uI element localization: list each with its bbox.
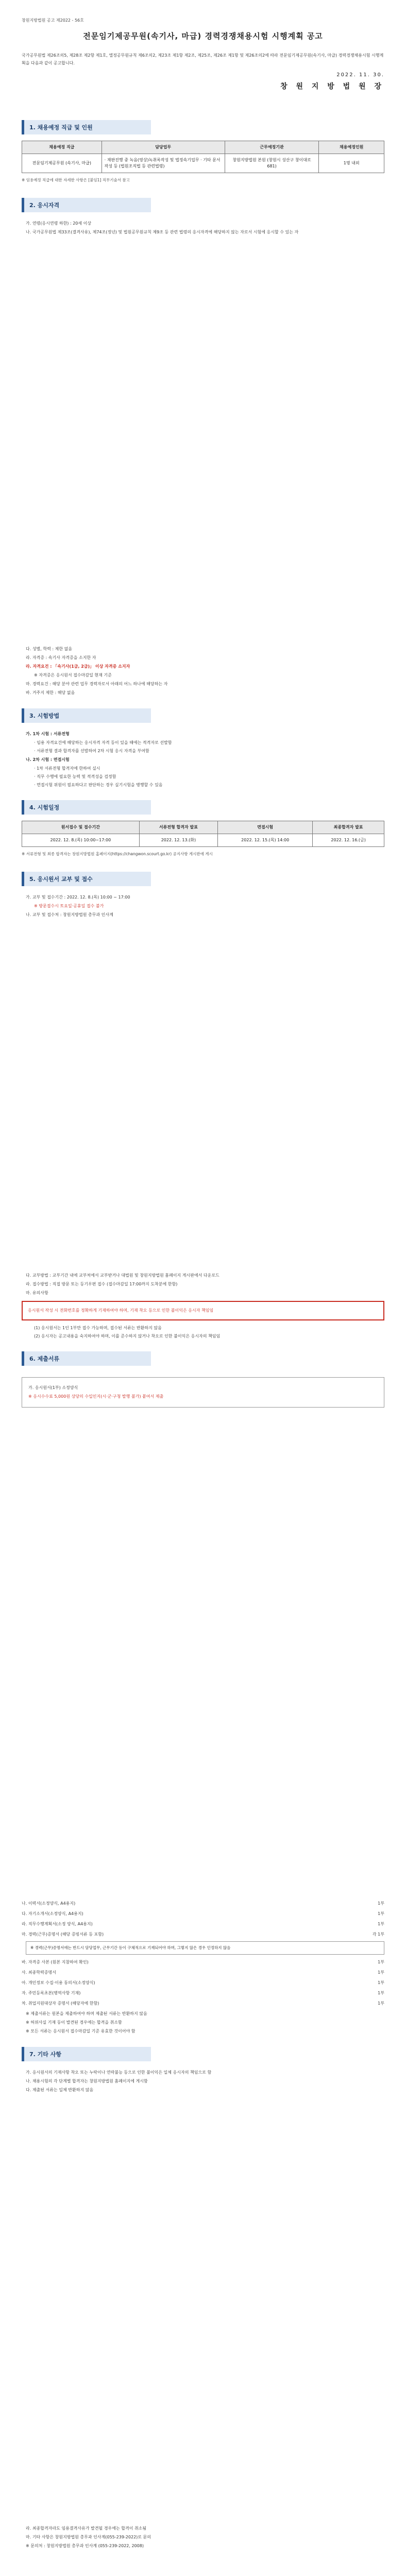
docs-tail: ※ 모든 서류는 응시원서 접수마감일 기준 유효한 것이어야 함 xyxy=(26,2029,136,2033)
page-gap xyxy=(0,1180,406,1260)
docs-list xyxy=(22,1900,384,2007)
section-heading-etc: 7. 기타 사항 xyxy=(22,2047,151,2061)
issuing-org: 창 원 지 방 법 원 장 xyxy=(280,82,384,91)
section-heading-docs: 6. 제출서류 xyxy=(22,1351,151,1366)
doc-count: 각 1부 xyxy=(372,1932,384,1937)
intro-text: 국가공무원법 제26조의5, 제28조 제2항 제1호, 엘정공무원규칙 제6조의2, 제23조 제1항 제2조, 제25조, 제26조 제1항 및 제26조의2에 따라 전문임기제공무원(속기사, 마급) 경력경쟁채용시험 시행계획을 다음과 같이 공고합니다. xyxy=(22,53,384,65)
apply-sub: (1) 응시원서는 1인 1부만 접수 가능하며, 접수된 서류는 반환하지 않음 xyxy=(34,1326,162,1330)
doc-count: 1부 xyxy=(378,1980,384,1985)
recruit-col-count: 채용예정인원 xyxy=(319,141,384,154)
section-heading-recruit: 1. 채용예정 직급 및 인원 xyxy=(22,120,151,134)
apply-red-note: ※ 방문접수시 토요일·공휴일 접수 불가 xyxy=(34,904,104,908)
doc-label: 다. 자기소개서(소정양식, A4용지) xyxy=(22,1911,83,1916)
sheet-3 xyxy=(6,1260,400,1806)
doc-row xyxy=(22,1900,384,1907)
qualify-item: 마. 경력요건 : 해당 분야 관련 업무 경력자로서 아래의 어느 하나에 해당하는 자 xyxy=(26,682,168,686)
doc-row xyxy=(22,1931,384,1938)
doc-label: 사. 최종학력증명서 xyxy=(22,1970,56,1975)
method-line: · 1차 서류전형 합격자에 한하여 실시 xyxy=(34,766,100,771)
docs-header-red: ※ 응시수수료 5,000원 상당의 수입인지(시·군·구청 발행 불가) 붙여서 제출 xyxy=(28,1394,164,1399)
schedule-link-note[interactable] xyxy=(22,851,384,857)
doc-count: 1부 xyxy=(378,1922,384,1926)
apply-item: 다. 교부방법 : 교부기간 내에 교부처에서 교부받거나 대법원 및 창원지방법원 홈페이지 게시판에서 다운로드 xyxy=(26,1273,219,1278)
apply-warning-text: 응시원서 작성 시 전화번호를 정확하게 기재하여야 하며, 기재 착오 등으로 인한 불이익은 응시자 책임임 xyxy=(28,1308,214,1313)
apply-warning-box xyxy=(22,1301,384,1320)
schedule-col: 최종합격자 발표 xyxy=(313,821,384,834)
docs-tail: ※ 허위사실 기재 등이 발견된 경우에는 합격을 취소함 xyxy=(26,2020,122,2025)
doc-count: 1부 xyxy=(378,2001,384,2006)
page-title: 전문임기제공무원(속기사, 마급) 경력경쟁채용시험 시행계획 공고 xyxy=(83,31,323,41)
method-line: · 면접시험 위원이 필요하다고 판단하는 경우 실기시험을 병행할 수 있음 xyxy=(34,783,163,787)
doc-count: 1부 xyxy=(378,1991,384,1995)
doc-row xyxy=(22,1959,384,1966)
doc-row xyxy=(22,1969,384,1976)
doc-label: 마. 경력(근무)증명서 (해당 증빙서류 등 포함) xyxy=(22,1932,104,1937)
section-heading-apply: 5. 응시원서 교부 및 접수 xyxy=(22,872,151,886)
doc-row xyxy=(22,2000,384,2007)
apply-item: 라. 접수방법 : 직접 방문 또는 등기우편 접수 (접수마감일 17:00까지 도착분에 한함) xyxy=(26,1282,178,1286)
schedule-col: 서류전형 합격자 발표 xyxy=(139,821,217,834)
etc-item: 가. 응시원서의 기재사항 착오 또는 누락이나 연락불능 등으로 인한 불이익은 일체 응시자의 책임으로 함 xyxy=(26,2070,212,2075)
schedule-link-text[interactable]: ※ 서류전형 및 최종 합격자는 창원지방법원 홈페이지(https://changwon.scourt.go.kr) 공지사항 게시판에 게시 xyxy=(22,852,213,856)
recruit-col-rank: 채용예정 직급 xyxy=(22,141,102,154)
etc-item: 다. 제출된 서류는 일체 반환하지 않음 xyxy=(26,2088,94,2092)
qualify-item: 바. 거주지 제한 : 해당 없음 xyxy=(26,690,75,695)
doc-label: 아. 개인정보 수집·이용 동의서(소정양식) xyxy=(22,1980,95,1985)
sheet-2 xyxy=(6,634,400,1180)
qualify-item: 가. 연령(응시연령 하한) : 20세 이상 xyxy=(26,221,92,226)
doc-label: 자. 주민등록초본(병역사항 기재) xyxy=(22,1991,81,1995)
doc-label: 차. 취업지원대상자 증명서 (해당자에 한함) xyxy=(22,2001,99,2006)
recruit-rank: 전문임기제공무원 (속기사, 마급) xyxy=(22,154,102,173)
schedule-value: 2022. 12. 15.(목) 14:00 xyxy=(218,834,313,847)
apply-item: 마. 유의사항 xyxy=(26,1291,48,1295)
schedule-value: 2022. 12. 13.(화) xyxy=(139,834,217,847)
page-gap xyxy=(0,553,406,634)
announcement-number: 창원지방법원 공고 제2022 - 56호 xyxy=(22,18,84,23)
qualify-item: 다. 성별, 학력 : 제한 없음 xyxy=(26,647,73,651)
doc-row xyxy=(22,1990,384,1997)
apply-item: 나. 교부 및 접수처 : 창원지방법원 총무과 인사계 xyxy=(26,912,113,917)
docs-career-note: ※ 경력(근무)증명서에는 반드시 담당업무, 근무기간 등이 구체적으로 기재되어야 하며, 그렇지 않은 경우 인정하지 않음 xyxy=(26,1941,384,1955)
docs-tail: ※ 제출서류는 원본을 제출하여야 하며 제출된 서류는 반환하지 않음 xyxy=(26,2011,147,2016)
page-gap xyxy=(0,1806,406,1887)
page-gap xyxy=(0,2433,406,2513)
docs-header: 가. 응시원서(1부) 소정양식 xyxy=(28,1385,78,1390)
recruit-note: ※ 임용예정 직급에 대한 자세한 사항은 [붙임1] 직무기술서 참고 xyxy=(22,178,130,182)
section-heading-schedule: 4. 시험일정 xyxy=(22,800,151,815)
section-heading-method: 3. 시험방법 xyxy=(22,708,151,723)
recruit-count: 1명 내외 xyxy=(319,154,384,173)
sheet-4 xyxy=(6,1887,400,2433)
sheet-5 xyxy=(6,2513,400,2576)
schedule-value: 2022. 12. 16.(금) xyxy=(313,834,384,847)
qualify-item: 나. 국가공무원법 제33조(결격사유), 제74조(정년) 및 법원공무원규칙 제9조 등 관련 법령의 응시자격에 해당하지 않는 자로서 시험에 응시할 수 있는 자 xyxy=(26,230,299,234)
recruit-col-place: 근무예정기관 xyxy=(225,141,319,154)
apply-sub: (2) 응시자는 공고내용을 숙지하여야 하며, 이를 준수하지 않거나 착오로 인한 불이익은 응시자의 책임임 xyxy=(34,1334,221,1338)
method-line: · 직무 수행에 필요한 능력 및 적격성을 검정함 xyxy=(34,774,116,779)
method-line: · 서류전형 결과 합격자를 선발하여 2차 시험 응시 자격을 부여함 xyxy=(34,749,149,753)
recruit-table xyxy=(22,141,384,173)
doc-row xyxy=(22,1979,384,1987)
doc-count: 1부 xyxy=(378,1960,384,1964)
doc-count: 1부 xyxy=(378,1970,384,1975)
method-intro: 가. 1차 시험 : 서류전형 xyxy=(26,732,70,736)
qualify-warning-note: ※ 자격증은 응시원서 접수마감일 현재 기준 xyxy=(34,673,112,677)
qualify-item: 라. 자격증 : 속기사 자격증을 소지한 자 xyxy=(26,655,96,660)
recruit-place: 창원지방법원 본원 (창원시 성산구 창이대로 681) xyxy=(225,154,319,173)
method-line: 나. 2차 시험 : 면접시험 xyxy=(26,757,70,762)
schedule-col: 원서접수 및 접수기간 xyxy=(22,821,140,834)
doc-label: 나. 이력서(소정양식, A4용지) xyxy=(22,1901,76,1906)
doc-label: 라. 직무수행계획서(소정 양식, A4용지) xyxy=(22,1922,93,1926)
schedule-value: 2022. 12. 8.(목) 10:00~17:00 xyxy=(22,834,140,847)
announcement-date: 2022. 11. 30. xyxy=(336,72,384,78)
schedule-table xyxy=(22,821,384,847)
etc-item: 라. 최종합격자라도 임용결격사유가 발견될 경우에는 합격이 취소됨 xyxy=(26,2526,147,2531)
etc-item: 마. 기타 사항은 창원지방법원 총무과 인사계(055-239-2022)로 문의 xyxy=(26,2535,151,2539)
recruit-duty: · 재판진행 중 녹음(영상)녹취록작성 및 법정속기업무 · 기타 문서작성 등 (법원조직법 등 관련법령) xyxy=(102,154,225,173)
doc-label: 바. 자격증 사본 (원본 지참하여 확인) xyxy=(22,1960,89,1964)
method-line: · 임용 자격요건에 해당하는 응시자격 자격 등이 있을 때에는 적격자로 선발함 xyxy=(34,740,172,745)
etc-contact: ※ 문의처 : 창원지방법원 총무과 인사계 (055-239-2022, 2008) xyxy=(26,2544,144,2548)
sheet-1 xyxy=(6,0,400,553)
etc-item: 나. 채용시험의 각 단계별 합격자는 창원지방법원 홈페이지에 게시함 xyxy=(26,2079,148,2083)
doc-count: 1부 xyxy=(378,1911,384,1916)
doc-row xyxy=(22,1921,384,1928)
recruit-col-duty: 담당업무 xyxy=(102,141,225,154)
section-heading-qualify: 2. 응시자격 xyxy=(22,198,151,212)
apply-item: 가. 교부 및 접수기간 : 2022. 12. 8.(목) 10:00 ~ 17:00 xyxy=(26,895,130,900)
doc-count: 1부 xyxy=(378,1901,384,1906)
qualify-warning: 라. 자격요건 : 「속기사(1급, 2급)」 이상 자격증 소지자 xyxy=(26,664,130,669)
schedule-col: 면접시험 xyxy=(218,821,313,834)
doc-row xyxy=(22,1910,384,1918)
docs-header-box xyxy=(22,1377,384,1408)
